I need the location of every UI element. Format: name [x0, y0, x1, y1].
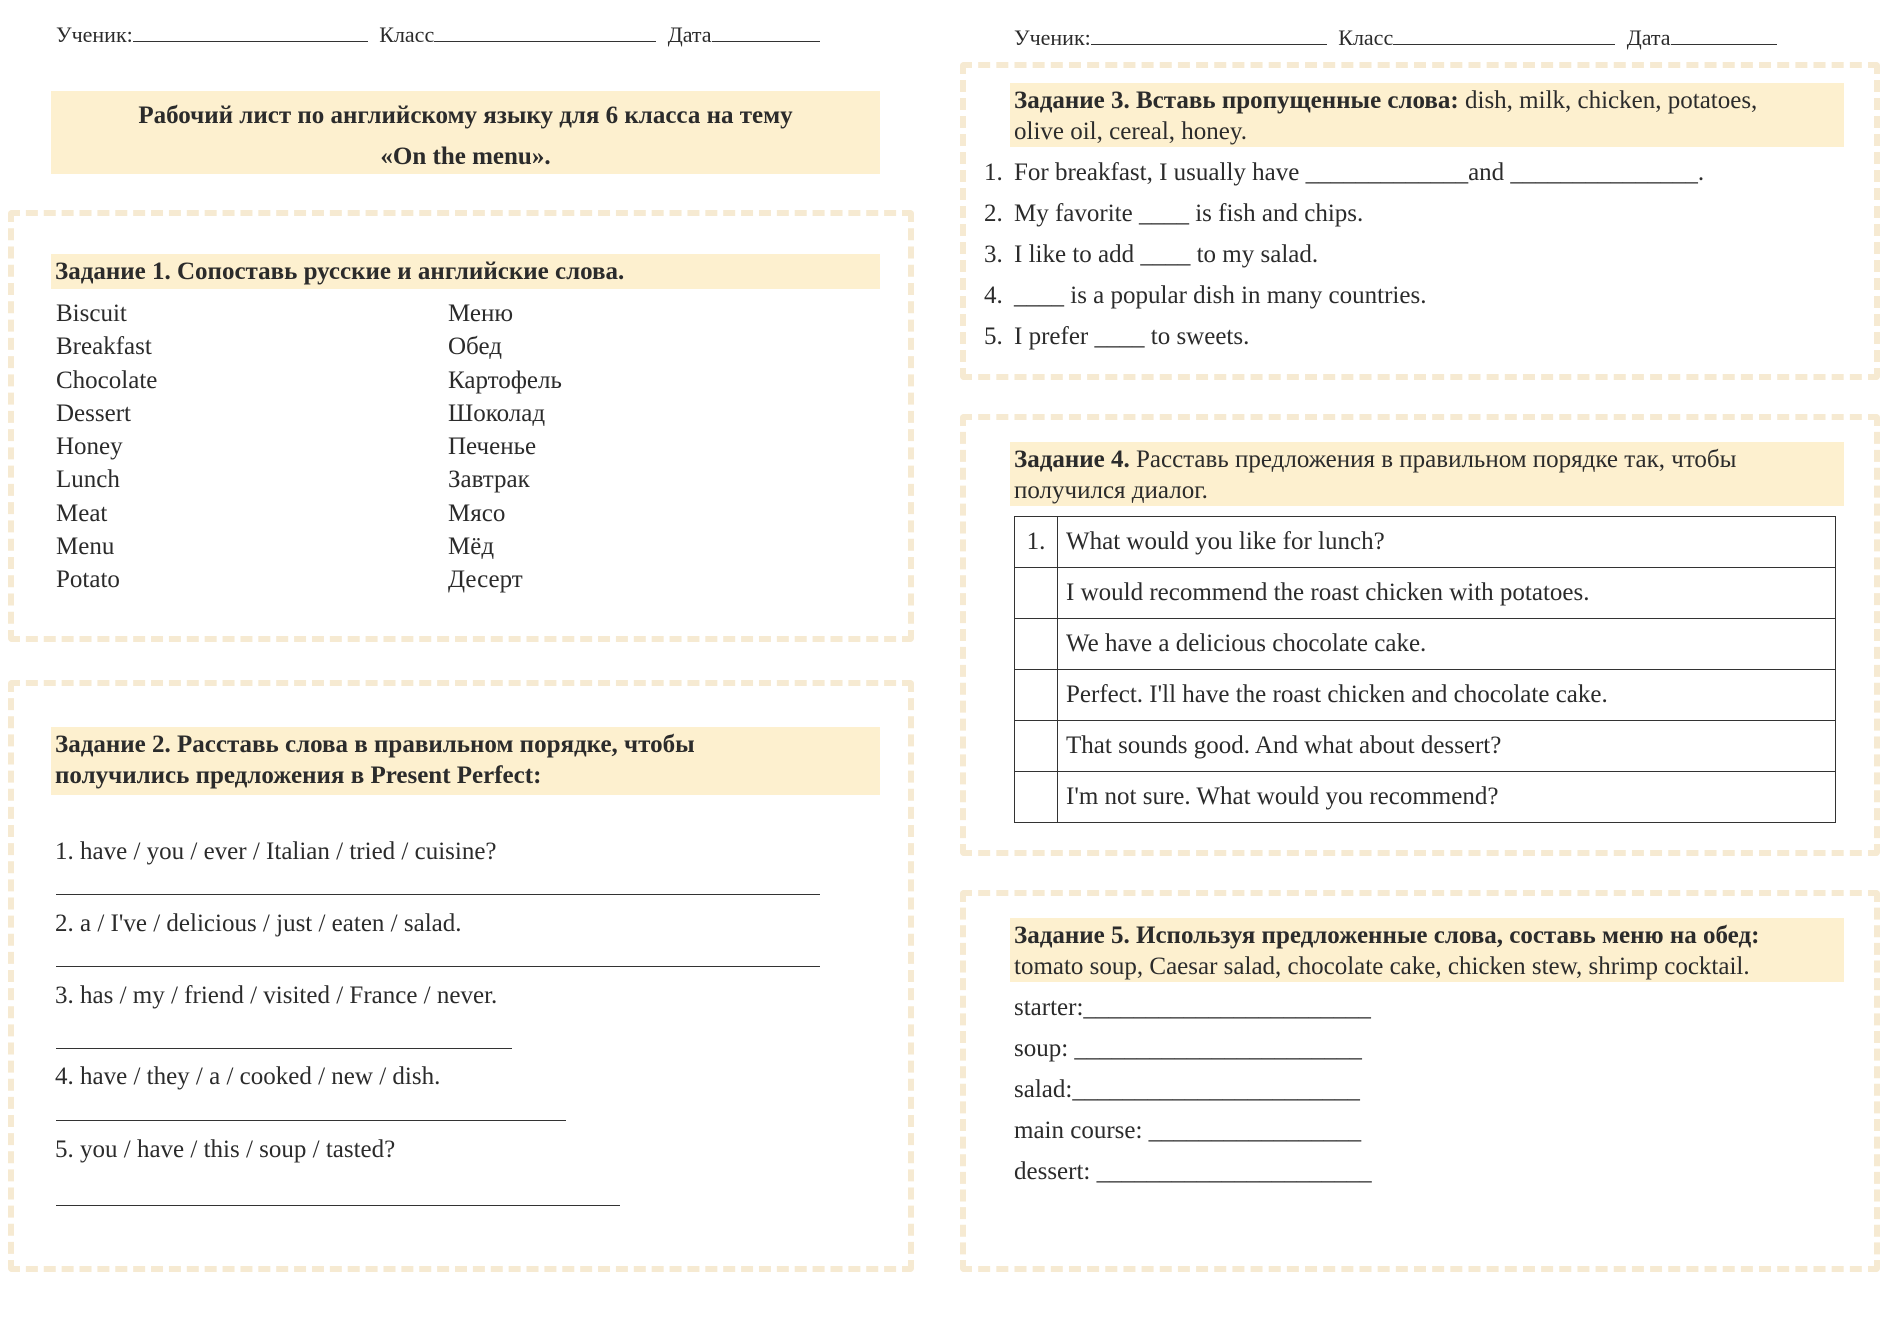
order-cell[interactable]: [1015, 772, 1058, 823]
english-word: Chocolate: [56, 366, 158, 394]
task2-item: 2. a / I've / delicious / just / eaten / salad.: [55, 910, 462, 937]
order-cell[interactable]: 1.: [1015, 517, 1058, 568]
order-cell[interactable]: [1015, 670, 1058, 721]
task4-heading-title: Задание 4.: [1014, 446, 1130, 473]
russian-word: Печенье: [448, 433, 537, 461]
date-label: Дата: [1626, 25, 1671, 50]
task2-heading: [51, 727, 880, 795]
table-row: [1015, 619, 1836, 670]
date-blank: [1671, 26, 1777, 45]
english-word: Dessert: [56, 399, 131, 427]
fill-sentence: 5. I prefer ____ to sweets.: [984, 323, 1250, 350]
dialog-line: I would recommend the roast chicken with potatoes.: [1058, 568, 1836, 619]
english-word: Biscuit: [56, 300, 127, 327]
english-word: Potato: [56, 566, 120, 594]
answer-line[interactable]: [56, 1205, 620, 1206]
fill-sentence: 2. My favorite ____ is fish and chips.: [984, 200, 1364, 227]
order-cell[interactable]: [1015, 568, 1058, 619]
table-row: [1015, 721, 1836, 772]
dialog-line: That sounds good. And what about dessert?: [1058, 721, 1836, 772]
student-label: Ученик:: [1014, 25, 1091, 50]
table-row: [1015, 517, 1836, 568]
date-label: Дата: [667, 22, 712, 47]
fill-sentence: 4. ____ is a popular dish in many countries.: [984, 282, 1427, 309]
table-row: [1015, 772, 1836, 823]
dialog-line: Perfect. I'll have the roast chicken and chocolate cake.: [1058, 670, 1836, 721]
answer-line[interactable]: [56, 966, 820, 967]
order-cell[interactable]: [1015, 619, 1058, 670]
russian-word: Десерт: [448, 566, 523, 594]
russian-word: Мясо: [448, 499, 506, 527]
student-blank: [1091, 26, 1327, 45]
task5-heading-title: Задание 5. Используя предложенные слова, составь меню на обед:: [1014, 922, 1760, 949]
task2-heading-line-1: Задание 2. Расставь слова в правильном порядке, чтобы: [55, 731, 695, 758]
task3-word-bank: dish, milk, chicken, potatoes,: [1458, 87, 1758, 114]
dialog-table: [1014, 516, 1836, 823]
answer-line[interactable]: [56, 894, 820, 895]
answer-line[interactable]: [56, 1120, 566, 1121]
task4-instructions: Расставь предложения в правильном порядке так, чтобы: [1129, 446, 1737, 473]
task1-russian-words: [448, 297, 562, 597]
russian-word: Меню: [448, 300, 514, 327]
class-blank: [434, 23, 656, 42]
task3-word-bank-cont: olive oil, cereal, honey.: [1014, 118, 1248, 145]
fill-sentence: 3. I like to add ____ to my salad.: [984, 241, 1319, 268]
title-line-2: «On the menu».: [380, 143, 551, 170]
task3-sentences: [984, 152, 1704, 357]
menu-main-course-field[interactable]: main course: _________________: [1014, 1117, 1362, 1144]
task3-heading: [1010, 83, 1844, 147]
task1-english-words: [56, 297, 157, 597]
dialog-line: What would you like for lunch?: [1058, 517, 1836, 568]
student-label: Ученик:: [56, 22, 133, 47]
english-word: Lunch: [56, 466, 120, 494]
task3-heading-title: Задание 3. Вставь пропущенные слова:: [1014, 87, 1459, 114]
fill-sentence: 1. For breakfast, I usually have _____________and _______________.: [984, 159, 1705, 186]
student-blank: [133, 23, 368, 42]
menu-dessert-field[interactable]: dessert: ______________________: [1014, 1158, 1372, 1185]
dialog-line: We have a delicious chocolate cake.: [1058, 619, 1836, 670]
class-label: Класс: [1338, 25, 1394, 50]
task1-heading: Задание 1. Сопоставь русские и английские слова.: [51, 254, 880, 289]
task2-item: 3. has / my / friend / visited / France / never.: [55, 982, 498, 1009]
worksheet-title: [51, 91, 880, 174]
header-fields-left: [56, 22, 820, 48]
dialog-line: I'm not sure. What would you recommend?: [1058, 772, 1836, 823]
class-label: Класс: [379, 22, 435, 47]
english-word: Breakfast: [56, 333, 152, 361]
task5-menu: [1014, 987, 1372, 1192]
date-blank: [712, 23, 820, 42]
task2-heading-line-2: получились предложения в Present Perfect:: [55, 762, 542, 789]
menu-salad-field[interactable]: salad:_______________________: [1014, 1076, 1360, 1103]
russian-word: Картофель: [448, 366, 562, 394]
menu-soup-field[interactable]: soup: _______________________: [1014, 1035, 1362, 1062]
title-line-1: Рабочий лист по английскому языку для 6 класса на тему: [138, 102, 793, 129]
russian-word: Обед: [448, 333, 502, 361]
task5-word-bank: tomato soup, Caesar salad, chocolate cake, chicken stew, shrimp cocktail.: [1014, 953, 1750, 980]
table-row: [1015, 670, 1836, 721]
russian-word: Шоколад: [448, 399, 546, 427]
task2-item: 4. have / they / a / cooked / new / dish.: [55, 1063, 441, 1090]
class-blank: [1393, 26, 1615, 45]
table-row: [1015, 568, 1836, 619]
order-cell[interactable]: [1015, 721, 1058, 772]
answer-line[interactable]: [56, 1048, 512, 1049]
task4-heading: [1010, 442, 1844, 506]
menu-starter-field[interactable]: starter:_______________________: [1014, 994, 1371, 1021]
russian-word: Завтрак: [448, 466, 530, 494]
task5-heading: [1010, 918, 1844, 982]
english-word: Menu: [56, 533, 115, 561]
russian-word: Мёд: [448, 533, 495, 561]
task2-item: 1. have / you / ever / Italian / tried / cuisine?: [55, 838, 497, 865]
english-word: Honey: [56, 433, 123, 461]
task4-instructions-cont: получился диалог.: [1014, 477, 1208, 504]
header-fields-right: [1014, 25, 1777, 51]
task2-item: 5. you / have / this / soup / tasted?: [55, 1136, 396, 1163]
english-word: Meat: [56, 499, 108, 527]
